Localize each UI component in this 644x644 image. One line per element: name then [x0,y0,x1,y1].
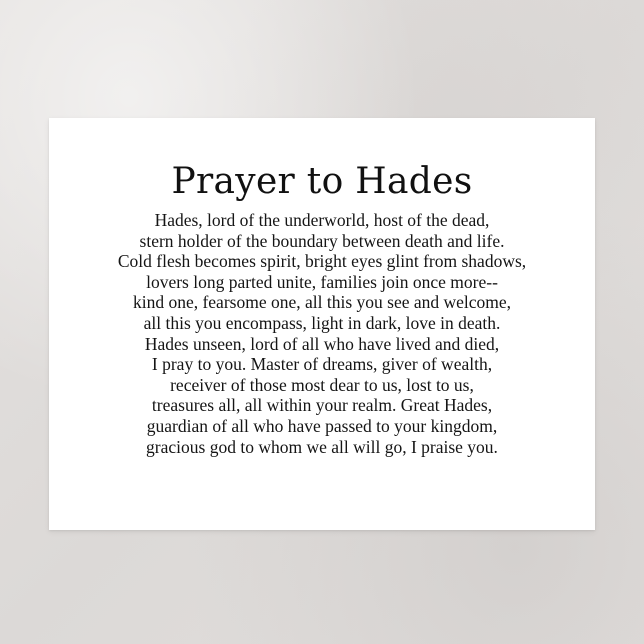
verse-line: all this you encompass, light in dark, love in death. [143,312,501,333]
verse-line: receiver of those most dear to us, lost to us, [170,374,474,395]
verse-line: gracious god to whom we all will go, I praise you. [146,436,498,457]
verse-line: Cold flesh becomes spirit, bright eyes glint from shadows, [117,251,527,272]
verse-line: stern holder of the boundary between death and life. [139,230,505,251]
postcard [49,118,595,530]
prayer-title: Prayer to Hades [171,161,473,202]
verse-line: Hades unseen, lord of all who have lived and died, [144,333,500,354]
verse-line: lovers long parted unite, families join once more-- [146,271,498,292]
verse-line: guardian of all who have passed to your kingdom, [146,415,498,436]
prayer-verse [49,210,595,457]
verse-line: treasures all, all within your realm. Great Hades, [151,395,493,416]
verse-line: Hades, lord of the underworld, host of the dead, [154,210,490,230]
verse-line: kind one, fearsome one, all this you see and welcome, [132,292,512,313]
verse-line: I pray to you. Master of dreams, giver of wealth, [151,354,493,375]
